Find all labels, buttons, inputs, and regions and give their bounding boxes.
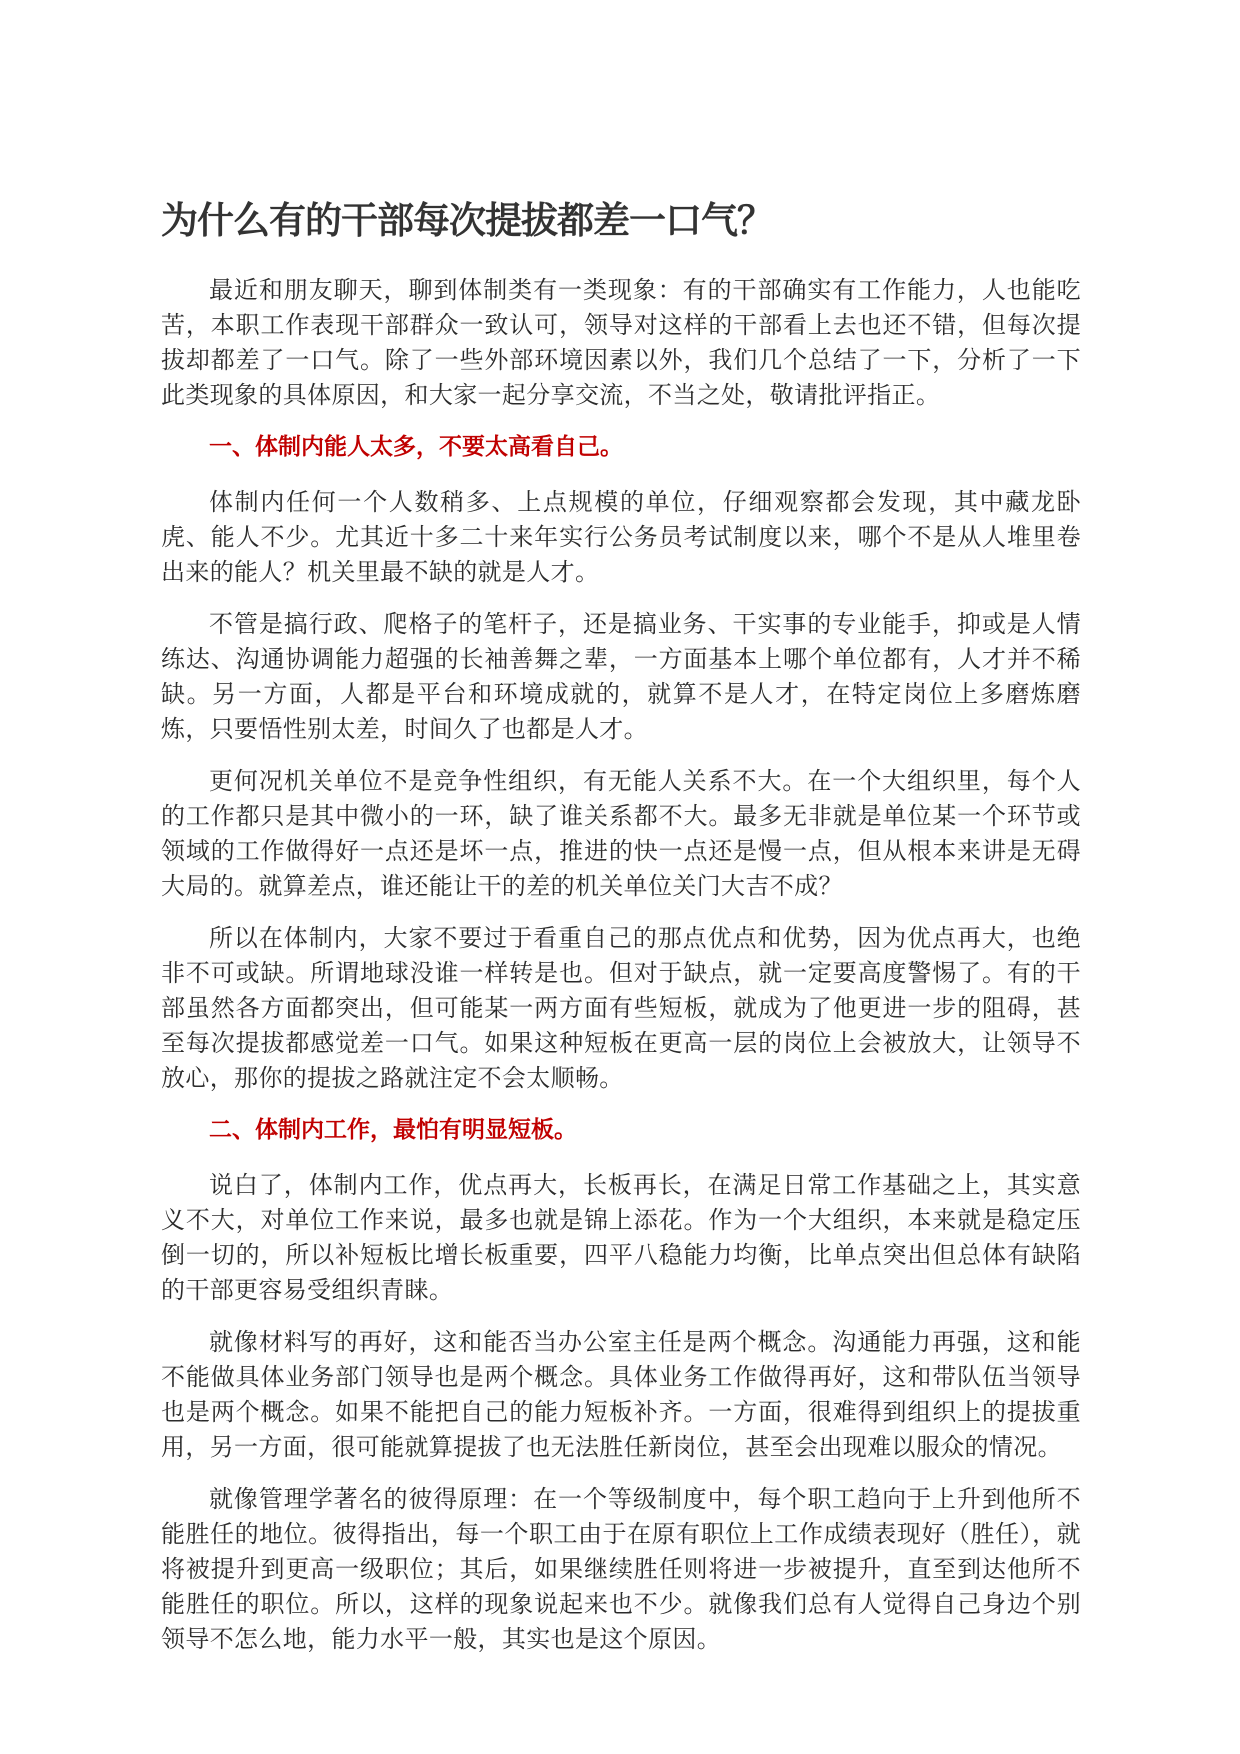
section1-paragraph-2: 不管是搞行政、爬格子的笔杆子，还是搞业务、干实事的专业能手，抑或是人情练达、沟通协调能力超强的长袖善舞之辈，一方面基本上哪个单位都有，人才并不稀缺。另一方面，人都是平台和环境成就的，就算不是人才，在特定岗位上多磨炼磨炼，只要悟性别太差，时间久了也都是人才。 xyxy=(161,610,1081,743)
section2-paragraph-3: 就像管理学著名的彼得原理：在一个等级制度中，每个职工趋向于上升到他所不能胜任的地位。彼得指出，每一个职工由于在原有职位上工作成绩表现好（胜任），就将被提升到更高一级职位；其后，如果继续胜任则将进一步被提升，直至到达他所不能胜任的职位。所以，这样的现象说起来也不少。就像我们总有人觉得自己身边个别领导不怎么地，能力水平一般，其实也是这个原因。 xyxy=(161,1485,1081,1653)
section-heading-1: 一、体制内能人太多，不要太高看自己。 xyxy=(209,434,623,460)
section1-paragraph-3: 更何况机关单位不是竞争性组织，有无能人关系不大。在一个大组织里，每个人的工作都只是其中微小的一环，缺了谁关系都不大。最多无非就是单位某一个环节或领域的工作做得好一点还是坏一点，推进的快一点还是慢一点，但从根本来讲是无碍大局的。就算差点，谁还能让干的差的机关单位关门大吉不成？ xyxy=(161,767,1081,900)
article xyxy=(161,195,1081,1674)
section1-paragraph-4: 所以在体制内，大家不要过于看重自己的那点优点和优势，因为优点再大，也绝非不可或缺。所谓地球没谁一样转是也。但对于缺点，就一定要高度警惕了。有的干部虽然各方面都突出，但可能某一两方面有些短板，就成为了他更进一步的阻碍，甚至每次提拔都感觉差一口气。如果这种短板在更高一层的岗位上会被放大，让领导不放心，那你的提拔之路就注定不会太顺畅。 xyxy=(161,924,1081,1092)
article-title: 为什么有的干部每次提拔都差一口气？ xyxy=(161,199,773,242)
intro-paragraph: 最近和朋友聊天，聊到体制类有一类现象：有的干部确实有工作能力，人也能吃苦，本职工作表现干部群众一致认可，领导对这样的干部看上去也还不错，但每次提拔却都差了一口气。除了一些外部环境因素以外，我们几个总结了一下，分析了一下此类现象的具体原因，和大家一起分享交流，不当之处，敬请批评指正。 xyxy=(161,276,1081,409)
section1-paragraph-1: 体制内任何一个人数稍多、上点规模的单位，仔细观察都会发现，其中藏龙卧虎、能人不少。尤其近十多二十来年实行公务员考试制度以来，哪个不是从人堆里卷出来的能人？机关里最不缺的就是人才。 xyxy=(161,488,1081,586)
section2-paragraph-2: 就像材料写的再好，这和能否当办公室主任是两个概念。沟通能力再强，这和能不能做具体业务部门领导也是两个概念。具体业务工作做得再好，这和带队伍当领导也是两个概念。如果不能把自己的能力短板补齐。一方面，很难得到组织上的提拔重用，另一方面，很可能就算提拔了也无法胜任新岗位，甚至会出现难以服众的情况。 xyxy=(161,1328,1081,1461)
section-heading-2: 二、体制内工作，最怕有明显短板。 xyxy=(209,1117,577,1143)
section2-paragraph-1: 说白了，体制内工作，优点再大，长板再长，在满足日常工作基础之上，其实意义不大，对单位工作来说，最多也就是锦上添花。作为一个大组织，本来就是稳定压倒一切的，所以补短板比增长板重要，四平八稳能力均衡，比单点突出但总体有缺陷的干部更容易受组织青睐。 xyxy=(161,1171,1081,1304)
